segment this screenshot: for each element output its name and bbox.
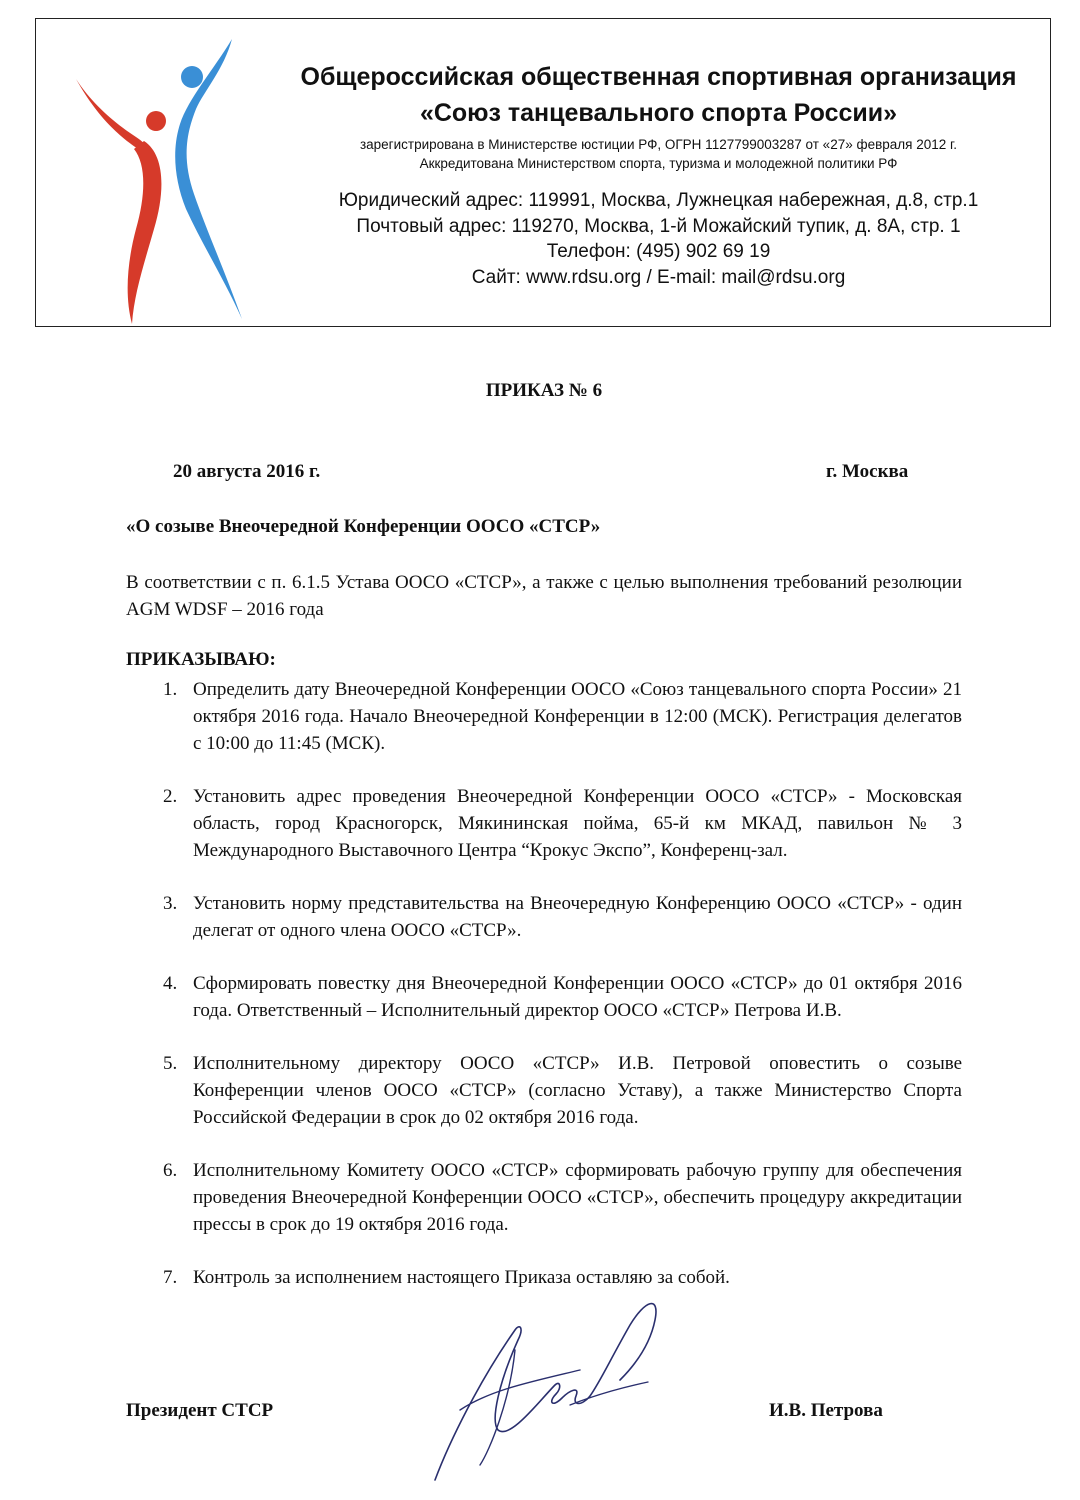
item-number: 5. (163, 1053, 178, 1074)
intro-paragraph: В соответствии с п. 6.1.5 Устава ООСО «СТСР», а также с целью выполнения требований резолюции AGM WDSF – 2016 года (126, 572, 962, 620)
document-city: г. Москва (826, 461, 909, 482)
item-number: 3. (163, 893, 178, 914)
list-item (126, 1264, 962, 1291)
item-text: Контроль за исполнением настоящего Приказа оставляю за собой. (193, 1267, 730, 1288)
organization-info (286, 59, 1031, 290)
document-subject: «О созыве Внеочередной Конференции ООСО «СТСР» (126, 516, 601, 537)
handwritten-signature (420, 1290, 670, 1490)
red-dancer-body (128, 141, 162, 324)
registration-text: зарегистрирована в Министерстве юстиции РФ, ОГРН 1127799003287 от «27» февраля 2012 г. (359, 137, 958, 152)
list-item (126, 1050, 962, 1131)
item-number: 6. (163, 1160, 178, 1181)
red-dancer-head (146, 111, 166, 131)
item-number: 7. (163, 1267, 178, 1288)
document-date: 20 августа 2016 г. (173, 461, 321, 482)
list-item (126, 676, 962, 757)
signer-title: Президент СТСР (126, 1400, 274, 1421)
org-name-line1: Общероссийская общественная спортивная организация (300, 63, 1017, 91)
item-number: 2. (163, 786, 178, 807)
list-item (126, 890, 962, 944)
list-item (126, 970, 962, 1024)
order-items (126, 676, 962, 1317)
accreditation-text: Аккредитована Министерством спорта, туризма и молодежной политики РФ (419, 156, 898, 171)
item-text: Сформировать повестку дня Внеочередной Конференции ООСО «СТСР» до 01 октября 2016 года. Ответственный – Исполнительный директор ООСО «СТСР» Петрова И.В. (193, 973, 962, 1021)
site-email: Сайт: www.rdsu.org / E-mail: mail@rdsu.org (471, 266, 846, 288)
list-item (126, 783, 962, 864)
org-name-line2: «Союз танцевального спорта России» (419, 99, 898, 127)
item-text: Установить адрес проведения Внеочередной Конференции ООСО «СТСР» - Московская область, город Красногорск, Мякининская пойма, 65-й км МКАД, павильон № 3 Международного Выставочного Центра “Крокус Экспо”, Конференц-зал. (193, 786, 962, 861)
letterhead (35, 18, 1051, 327)
postal-address: Почтовый адрес: 119270, Москва, 1-й Можайский тупик, д. 8А, стр. 1 (356, 215, 961, 237)
dancers-logo (74, 29, 244, 324)
item-text: Установить норму представительства на Внеочередную Конференцию ООСО «СТСР» - один делегат от одного члена ООСО «СТСР». (193, 893, 962, 941)
item-text: Определить дату Внеочередной Конференции ООСО «Союз танцевального спорта России» 21 октября 2016 года. Начало Внеочередной Конференции в 12:00 (МСК). Регистрация делегатов с 10:00 до 11:45 (МСК). (193, 679, 962, 754)
item-number: 1. (163, 679, 178, 700)
order-heading: ПРИКАЗЫВАЮ: (126, 649, 276, 670)
item-number: 4. (163, 973, 178, 994)
document-title: ПРИКАЗ № 6 (485, 380, 603, 401)
phone: Телефон: (495) 902 69 19 (546, 241, 771, 262)
item-text: Исполнительному Комитету ООСО «СТСР» сформировать рабочую группу для обеспечения проведения Внеочередной Конференции ООСО «СТСР», обеспечить процедуру аккредитации прессы в срок до 19 октября 2016 года. (193, 1160, 962, 1235)
legal-address: Юридический адрес: 119991, Москва, Лужнецкая набережная, д.8, стр.1 (338, 190, 979, 211)
signer-name: И.В. Петрова (769, 1400, 883, 1421)
item-text: Исполнительному директору ООСО «СТСР» И.В. Петровой оповестить о созыве Конференции членов ООСО «СТСР» (согласно Уставу), а также Министерство Спорта Российской Федерации в срок до 02 октября 2016 года. (193, 1053, 962, 1128)
blue-dancer-head (181, 66, 203, 88)
list-item (126, 1157, 962, 1238)
red-dancer-arm (76, 79, 148, 155)
